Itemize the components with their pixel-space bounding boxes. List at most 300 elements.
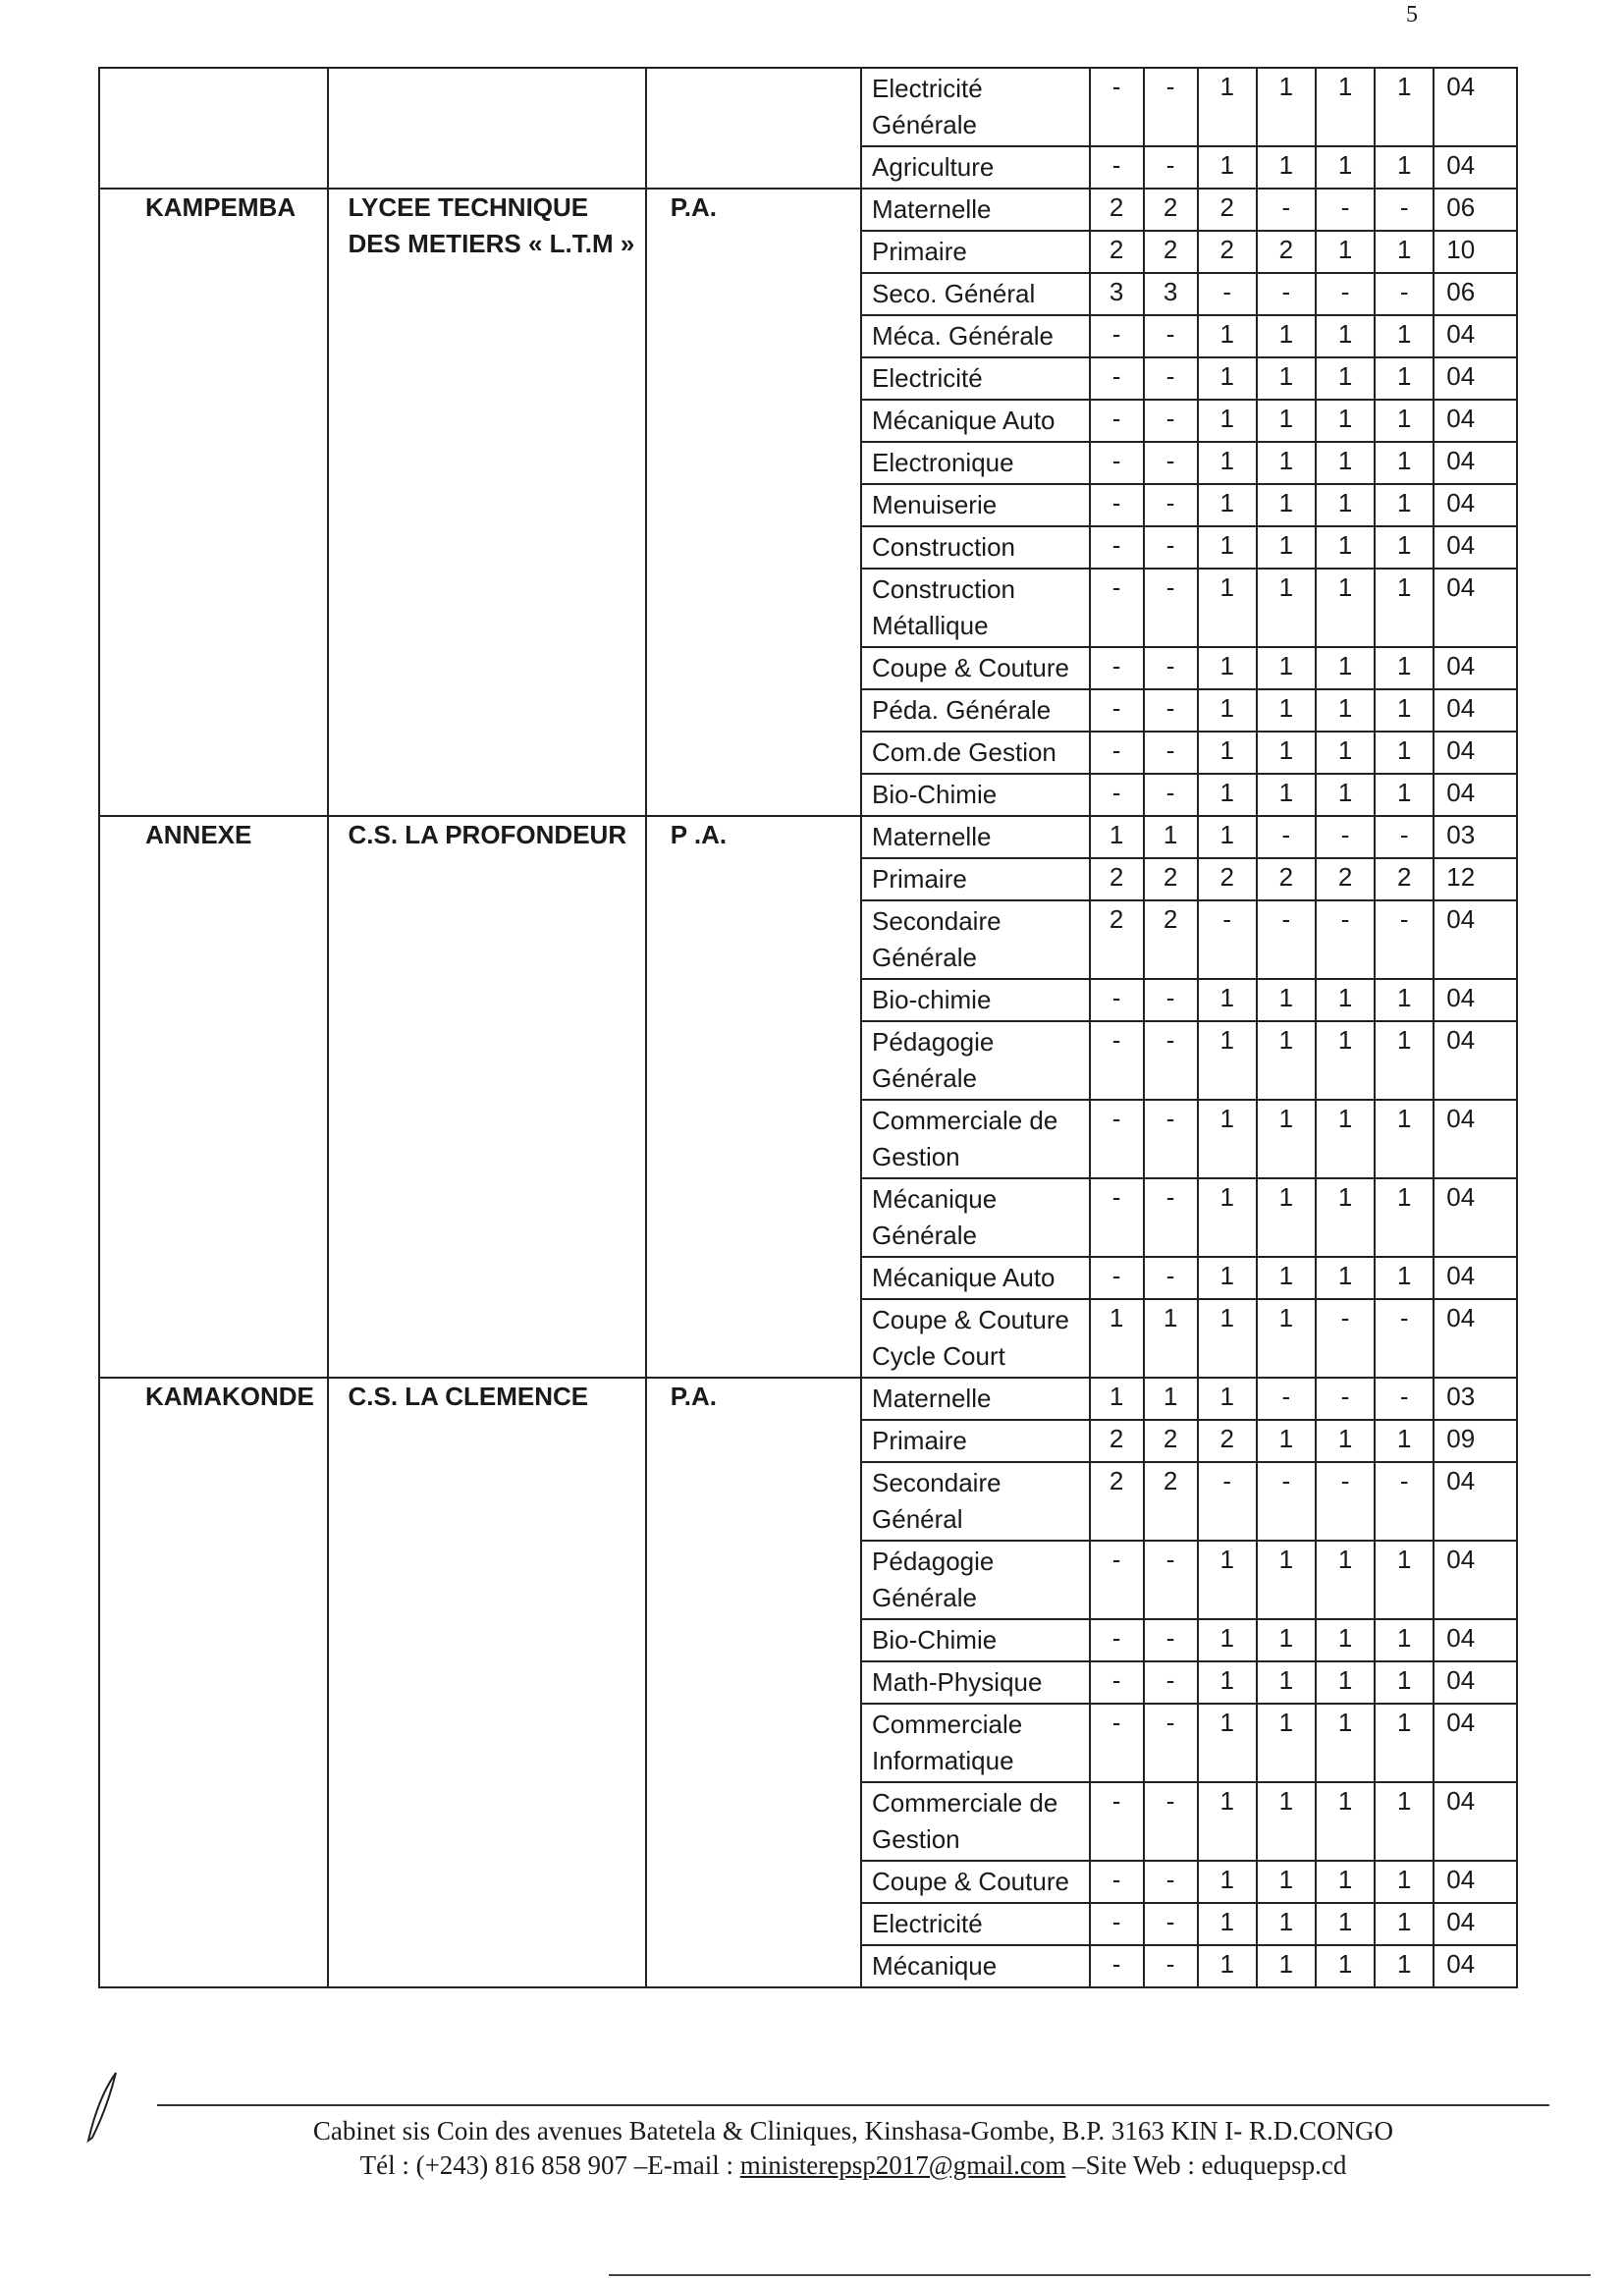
level-1-cell: - xyxy=(1090,647,1144,689)
option-cell: Electricité xyxy=(861,1903,1090,1945)
level-2-cell: - xyxy=(1144,732,1198,774)
level-5-cell: - xyxy=(1316,1462,1375,1541)
level-1-cell: - xyxy=(1090,774,1144,816)
level-2-cell: - xyxy=(1144,526,1198,569)
level-1-cell: - xyxy=(1090,1903,1144,1945)
level-1-cell: 1 xyxy=(1090,1378,1144,1420)
level-2-cell: - xyxy=(1144,569,1198,647)
footer-contact xyxy=(157,2150,1549,2181)
total-cell: 04 xyxy=(1434,357,1517,400)
level-6-cell: 1 xyxy=(1375,1257,1434,1299)
level-5-cell: 1 xyxy=(1316,442,1375,484)
level-6-cell: 1 xyxy=(1375,979,1434,1021)
level-6-cell: 2 xyxy=(1375,858,1434,900)
total-cell: 04 xyxy=(1434,1178,1517,1257)
level-6-cell: 1 xyxy=(1375,774,1434,816)
level-6-cell: 1 xyxy=(1375,1420,1434,1462)
option-cell: Bio-Chimie xyxy=(861,774,1090,816)
level-1-cell: - xyxy=(1090,689,1144,732)
total-cell: 04 xyxy=(1434,689,1517,732)
level-2-cell: - xyxy=(1144,689,1198,732)
footer-rule xyxy=(157,2104,1549,2106)
level-5-cell: 1 xyxy=(1316,1100,1375,1178)
footer-phone: Tél : (+243) 816 858 907 –E-mail : xyxy=(359,2150,740,2180)
level-2-cell: - xyxy=(1144,400,1198,442)
bottom-rule xyxy=(609,2274,1591,2276)
level-3-cell: 1 xyxy=(1198,68,1257,146)
total-cell: 04 xyxy=(1434,1861,1517,1903)
level-6-cell: 1 xyxy=(1375,1782,1434,1861)
level-1-cell: - xyxy=(1090,315,1144,357)
level-6-cell: 1 xyxy=(1375,1021,1434,1100)
level-3-cell: 1 xyxy=(1198,774,1257,816)
level-3-cell: 1 xyxy=(1198,1021,1257,1100)
total-cell: 04 xyxy=(1434,68,1517,146)
level-2-cell: 1 xyxy=(1144,1299,1198,1378)
footer-website: –Site Web : eduquepsp.cd xyxy=(1065,2150,1347,2180)
level-1-cell: 2 xyxy=(1090,900,1144,979)
level-5-cell: 1 xyxy=(1316,1619,1375,1661)
level-6-cell: 1 xyxy=(1375,442,1434,484)
option-cell: Mécanique Auto xyxy=(861,400,1090,442)
level-2-cell: - xyxy=(1144,1178,1198,1257)
level-1-cell: - xyxy=(1090,1704,1144,1782)
option-cell: Math-Physique xyxy=(861,1661,1090,1704)
level-4-cell: 2 xyxy=(1257,858,1316,900)
level-5-cell: 1 xyxy=(1316,1945,1375,1987)
total-cell: 04 xyxy=(1434,400,1517,442)
level-3-cell: 1 xyxy=(1198,979,1257,1021)
level-3-cell: 1 xyxy=(1198,1178,1257,1257)
level-2-cell: 2 xyxy=(1144,1462,1198,1541)
school-cell: C.S. LA CLEMENCE xyxy=(328,1378,646,1987)
level-5-cell: 1 xyxy=(1316,647,1375,689)
level-3-cell: 1 xyxy=(1198,1378,1257,1420)
level-6-cell: 1 xyxy=(1375,1619,1434,1661)
level-1-cell: - xyxy=(1090,1100,1144,1178)
commune-cell: KAMPEMBA xyxy=(99,189,328,816)
total-cell: 06 xyxy=(1434,273,1517,315)
level-4-cell: - xyxy=(1257,816,1316,858)
level-2-cell: - xyxy=(1144,1861,1198,1903)
level-6-cell: 1 xyxy=(1375,484,1434,526)
total-cell: 04 xyxy=(1434,1945,1517,1987)
option-cell: Méca. Générale xyxy=(861,315,1090,357)
level-1-cell: - xyxy=(1090,732,1144,774)
level-3-cell: 2 xyxy=(1198,189,1257,231)
level-5-cell: 1 xyxy=(1316,484,1375,526)
level-6-cell: 1 xyxy=(1375,315,1434,357)
signature-mark xyxy=(82,2067,122,2145)
level-1-cell: - xyxy=(1090,442,1144,484)
level-5-cell: 1 xyxy=(1316,1178,1375,1257)
level-4-cell: - xyxy=(1257,900,1316,979)
option-cell: Maternelle xyxy=(861,816,1090,858)
level-5-cell: 1 xyxy=(1316,569,1375,647)
school-cell xyxy=(328,68,646,189)
level-2-cell: - xyxy=(1144,484,1198,526)
option-cell: Bio-Chimie xyxy=(861,1619,1090,1661)
option-cell: Maternelle xyxy=(861,189,1090,231)
level-4-cell: 1 xyxy=(1257,526,1316,569)
level-2-cell: - xyxy=(1144,315,1198,357)
total-cell: 09 xyxy=(1434,1420,1517,1462)
level-5-cell: 1 xyxy=(1316,146,1375,189)
regime-cell xyxy=(646,68,861,189)
level-5-cell: 1 xyxy=(1316,400,1375,442)
option-cell: Construction Métallique xyxy=(861,569,1090,647)
table-row xyxy=(99,1378,1517,1420)
total-cell: 04 xyxy=(1434,732,1517,774)
level-2-cell: 2 xyxy=(1144,1420,1198,1462)
table-row xyxy=(99,816,1517,858)
level-6-cell: - xyxy=(1375,1462,1434,1541)
page-number: 5 xyxy=(1406,2,1418,27)
level-6-cell: 1 xyxy=(1375,1704,1434,1782)
option-cell: Mécanique Générale xyxy=(861,1178,1090,1257)
level-3-cell: 1 xyxy=(1198,357,1257,400)
level-6-cell: - xyxy=(1375,816,1434,858)
total-cell: 04 xyxy=(1434,979,1517,1021)
level-2-cell: - xyxy=(1144,1021,1198,1100)
level-5-cell: 1 xyxy=(1316,315,1375,357)
total-cell: 04 xyxy=(1434,900,1517,979)
level-5-cell: 1 xyxy=(1316,1541,1375,1619)
regime-cell: P.A. xyxy=(646,189,861,816)
level-1-cell: - xyxy=(1090,1257,1144,1299)
level-5-cell: 1 xyxy=(1316,1420,1375,1462)
option-cell: Secondaire Générale xyxy=(861,900,1090,979)
level-4-cell: 1 xyxy=(1257,1619,1316,1661)
level-4-cell: 1 xyxy=(1257,484,1316,526)
option-cell: Commerciale Informatique xyxy=(861,1704,1090,1782)
level-1-cell: - xyxy=(1090,569,1144,647)
level-5-cell: - xyxy=(1316,1299,1375,1378)
level-1-cell: 1 xyxy=(1090,816,1144,858)
level-4-cell: 1 xyxy=(1257,569,1316,647)
level-1-cell: 2 xyxy=(1090,1462,1144,1541)
level-4-cell: 1 xyxy=(1257,732,1316,774)
school-cell: LYCEE TECHNIQUE DES METIERS « L.T.M » xyxy=(328,189,646,816)
school-cell: C.S. LA PROFONDEUR xyxy=(328,816,646,1378)
level-5-cell: - xyxy=(1316,900,1375,979)
level-1-cell: 2 xyxy=(1090,858,1144,900)
level-1-cell: 2 xyxy=(1090,1420,1144,1462)
level-3-cell: 1 xyxy=(1198,400,1257,442)
level-6-cell: 1 xyxy=(1375,526,1434,569)
level-2-cell: - xyxy=(1144,357,1198,400)
footer-email-link[interactable]: ministerepsp2017@gmail.com xyxy=(739,2150,1066,2180)
option-cell: Primaire xyxy=(861,231,1090,273)
table-row xyxy=(99,189,1517,231)
level-1-cell: - xyxy=(1090,1178,1144,1257)
level-3-cell: 1 xyxy=(1198,1299,1257,1378)
level-5-cell: - xyxy=(1316,189,1375,231)
level-6-cell: 1 xyxy=(1375,1861,1434,1903)
level-5-cell: 1 xyxy=(1316,689,1375,732)
total-cell: 04 xyxy=(1434,1021,1517,1100)
level-1-cell: - xyxy=(1090,526,1144,569)
level-2-cell: - xyxy=(1144,1257,1198,1299)
level-4-cell: 1 xyxy=(1257,1021,1316,1100)
level-1-cell: - xyxy=(1090,68,1144,146)
level-4-cell: 1 xyxy=(1257,315,1316,357)
level-3-cell: 1 xyxy=(1198,1704,1257,1782)
level-4-cell: 1 xyxy=(1257,1903,1316,1945)
level-6-cell: 1 xyxy=(1375,1945,1434,1987)
level-3-cell: 1 xyxy=(1198,1541,1257,1619)
total-cell: 03 xyxy=(1434,1378,1517,1420)
level-4-cell: 1 xyxy=(1257,647,1316,689)
level-5-cell: 1 xyxy=(1316,1704,1375,1782)
level-5-cell: 1 xyxy=(1316,1903,1375,1945)
level-4-cell: 1 xyxy=(1257,979,1316,1021)
level-3-cell: 2 xyxy=(1198,1420,1257,1462)
level-2-cell: 2 xyxy=(1144,189,1198,231)
option-cell: Coupe & Couture xyxy=(861,647,1090,689)
level-1-cell: - xyxy=(1090,484,1144,526)
total-cell: 04 xyxy=(1434,569,1517,647)
level-4-cell: 1 xyxy=(1257,1704,1316,1782)
level-1-cell: - xyxy=(1090,1021,1144,1100)
level-5-cell: 1 xyxy=(1316,1782,1375,1861)
level-1-cell: - xyxy=(1090,146,1144,189)
level-2-cell: - xyxy=(1144,146,1198,189)
level-4-cell: 1 xyxy=(1257,1782,1316,1861)
commune-cell: KAMAKONDE xyxy=(99,1378,328,1987)
level-2-cell: 3 xyxy=(1144,273,1198,315)
total-cell: 04 xyxy=(1434,484,1517,526)
level-4-cell: 1 xyxy=(1257,774,1316,816)
level-2-cell: - xyxy=(1144,1945,1198,1987)
option-cell: Electricité xyxy=(861,357,1090,400)
level-5-cell: - xyxy=(1316,1378,1375,1420)
level-5-cell: 1 xyxy=(1316,732,1375,774)
total-cell: 04 xyxy=(1434,442,1517,484)
option-cell: Péda. Générale xyxy=(861,689,1090,732)
level-2-cell: - xyxy=(1144,647,1198,689)
level-3-cell: 1 xyxy=(1198,1100,1257,1178)
level-2-cell: - xyxy=(1144,442,1198,484)
total-cell: 04 xyxy=(1434,1541,1517,1619)
level-3-cell: 1 xyxy=(1198,1945,1257,1987)
level-6-cell: 1 xyxy=(1375,1903,1434,1945)
level-4-cell: 2 xyxy=(1257,231,1316,273)
level-4-cell: 1 xyxy=(1257,1420,1316,1462)
level-5-cell: 1 xyxy=(1316,774,1375,816)
level-4-cell: 1 xyxy=(1257,1661,1316,1704)
level-3-cell: 2 xyxy=(1198,858,1257,900)
level-3-cell: 1 xyxy=(1198,1903,1257,1945)
level-1-cell: - xyxy=(1090,979,1144,1021)
level-3-cell: 1 xyxy=(1198,484,1257,526)
option-cell: Mécanique Auto xyxy=(861,1257,1090,1299)
level-1-cell: 3 xyxy=(1090,273,1144,315)
level-6-cell: 1 xyxy=(1375,1661,1434,1704)
level-6-cell: - xyxy=(1375,1378,1434,1420)
regime-cell: P.A. xyxy=(646,1378,861,1987)
level-5-cell: 1 xyxy=(1316,1021,1375,1100)
level-4-cell: 1 xyxy=(1257,442,1316,484)
level-2-cell: 2 xyxy=(1144,900,1198,979)
level-2-cell: - xyxy=(1144,1619,1198,1661)
option-cell: Primaire xyxy=(861,858,1090,900)
level-4-cell: - xyxy=(1257,273,1316,315)
level-4-cell: 1 xyxy=(1257,1541,1316,1619)
level-2-cell: 1 xyxy=(1144,816,1198,858)
level-4-cell: - xyxy=(1257,1378,1316,1420)
level-1-cell: - xyxy=(1090,1945,1144,1987)
level-6-cell: 1 xyxy=(1375,1541,1434,1619)
option-cell: Pédagogie Générale xyxy=(861,1541,1090,1619)
schools-table xyxy=(98,67,1518,1988)
level-4-cell: - xyxy=(1257,1462,1316,1541)
level-3-cell: 1 xyxy=(1198,689,1257,732)
table-row xyxy=(99,68,1517,146)
total-cell: 04 xyxy=(1434,774,1517,816)
level-5-cell: 1 xyxy=(1316,68,1375,146)
level-3-cell: 1 xyxy=(1198,816,1257,858)
level-5-cell: 2 xyxy=(1316,858,1375,900)
total-cell: 04 xyxy=(1434,1462,1517,1541)
level-4-cell: 1 xyxy=(1257,1257,1316,1299)
level-5-cell: 1 xyxy=(1316,526,1375,569)
level-1-cell: - xyxy=(1090,1541,1144,1619)
option-cell: Secondaire Général xyxy=(861,1462,1090,1541)
level-6-cell: 1 xyxy=(1375,732,1434,774)
level-3-cell: - xyxy=(1198,273,1257,315)
level-4-cell: 1 xyxy=(1257,357,1316,400)
level-4-cell: 1 xyxy=(1257,689,1316,732)
level-2-cell: 2 xyxy=(1144,231,1198,273)
level-4-cell: 1 xyxy=(1257,1299,1316,1378)
level-1-cell: - xyxy=(1090,1619,1144,1661)
level-2-cell: - xyxy=(1144,1782,1198,1861)
level-4-cell: 1 xyxy=(1257,1861,1316,1903)
level-3-cell: 1 xyxy=(1198,526,1257,569)
level-1-cell: - xyxy=(1090,1661,1144,1704)
level-2-cell: - xyxy=(1144,979,1198,1021)
total-cell: 04 xyxy=(1434,315,1517,357)
total-cell: 10 xyxy=(1434,231,1517,273)
level-6-cell: 1 xyxy=(1375,400,1434,442)
level-1-cell: 2 xyxy=(1090,189,1144,231)
level-5-cell: - xyxy=(1316,273,1375,315)
option-cell: Electronique xyxy=(861,442,1090,484)
level-3-cell: 1 xyxy=(1198,569,1257,647)
schools-table-body xyxy=(99,68,1517,1987)
level-3-cell: 1 xyxy=(1198,1257,1257,1299)
level-6-cell: 1 xyxy=(1375,357,1434,400)
level-3-cell: 1 xyxy=(1198,1619,1257,1661)
option-cell: Construction xyxy=(861,526,1090,569)
level-6-cell: - xyxy=(1375,189,1434,231)
level-5-cell: 1 xyxy=(1316,979,1375,1021)
total-cell: 04 xyxy=(1434,1299,1517,1378)
level-5-cell: 1 xyxy=(1316,231,1375,273)
total-cell: 04 xyxy=(1434,647,1517,689)
total-cell: 06 xyxy=(1434,189,1517,231)
level-2-cell: - xyxy=(1144,1100,1198,1178)
level-4-cell: 1 xyxy=(1257,1178,1316,1257)
level-6-cell: 1 xyxy=(1375,146,1434,189)
level-1-cell: 1 xyxy=(1090,1299,1144,1378)
total-cell: 04 xyxy=(1434,1782,1517,1861)
level-1-cell: - xyxy=(1090,400,1144,442)
total-cell: 04 xyxy=(1434,1257,1517,1299)
option-cell: Maternelle xyxy=(861,1378,1090,1420)
level-6-cell: 1 xyxy=(1375,1100,1434,1178)
level-2-cell: 2 xyxy=(1144,858,1198,900)
level-3-cell: 1 xyxy=(1198,442,1257,484)
option-cell: Commerciale de Gestion xyxy=(861,1100,1090,1178)
level-3-cell: 1 xyxy=(1198,732,1257,774)
option-cell: Com.de Gestion xyxy=(861,732,1090,774)
regime-cell: P .A. xyxy=(646,816,861,1378)
option-cell: Commerciale de Gestion xyxy=(861,1782,1090,1861)
option-cell: Agriculture xyxy=(861,146,1090,189)
level-5-cell: - xyxy=(1316,816,1375,858)
level-2-cell: 1 xyxy=(1144,1378,1198,1420)
footer-address: Cabinet sis Coin des avenues Batetela & Cliniques, Kinshasa-Gombe, B.P. 3163 KIN I- R.D.CONGO xyxy=(312,2116,1394,2145)
level-2-cell: - xyxy=(1144,774,1198,816)
level-4-cell: 1 xyxy=(1257,400,1316,442)
total-cell: 04 xyxy=(1434,1100,1517,1178)
level-3-cell: 1 xyxy=(1198,1661,1257,1704)
level-6-cell: 1 xyxy=(1375,1178,1434,1257)
total-cell: 04 xyxy=(1434,1903,1517,1945)
level-2-cell: - xyxy=(1144,1661,1198,1704)
level-3-cell: - xyxy=(1198,1462,1257,1541)
level-5-cell: 1 xyxy=(1316,1661,1375,1704)
total-cell: 04 xyxy=(1434,1661,1517,1704)
level-6-cell: 1 xyxy=(1375,689,1434,732)
level-6-cell: - xyxy=(1375,900,1434,979)
level-4-cell: 1 xyxy=(1257,1100,1316,1178)
level-5-cell: 1 xyxy=(1316,1257,1375,1299)
total-cell: 03 xyxy=(1434,816,1517,858)
option-cell: Coupe & Couture xyxy=(861,1861,1090,1903)
option-cell: Electricité Générale xyxy=(861,68,1090,146)
total-cell: 04 xyxy=(1434,526,1517,569)
level-2-cell: - xyxy=(1144,1903,1198,1945)
option-cell: Primaire xyxy=(861,1420,1090,1462)
level-3-cell: 2 xyxy=(1198,231,1257,273)
option-cell: Seco. Général xyxy=(861,273,1090,315)
level-3-cell: 1 xyxy=(1198,1782,1257,1861)
level-1-cell: - xyxy=(1090,1861,1144,1903)
level-6-cell: 1 xyxy=(1375,647,1434,689)
level-2-cell: - xyxy=(1144,1704,1198,1782)
option-cell: Pédagogie Générale xyxy=(861,1021,1090,1100)
level-6-cell: 1 xyxy=(1375,68,1434,146)
total-cell: 04 xyxy=(1434,1704,1517,1782)
level-1-cell: 2 xyxy=(1090,231,1144,273)
level-4-cell: - xyxy=(1257,189,1316,231)
level-3-cell: 1 xyxy=(1198,146,1257,189)
level-3-cell: 1 xyxy=(1198,1861,1257,1903)
level-1-cell: - xyxy=(1090,357,1144,400)
level-6-cell: 1 xyxy=(1375,231,1434,273)
option-cell: Coupe & Couture Cycle Court xyxy=(861,1299,1090,1378)
level-4-cell: 1 xyxy=(1257,1945,1316,1987)
commune-cell xyxy=(99,68,328,189)
level-3-cell: - xyxy=(1198,900,1257,979)
level-6-cell: - xyxy=(1375,1299,1434,1378)
level-1-cell: - xyxy=(1090,1782,1144,1861)
level-3-cell: 1 xyxy=(1198,647,1257,689)
total-cell: 04 xyxy=(1434,1619,1517,1661)
